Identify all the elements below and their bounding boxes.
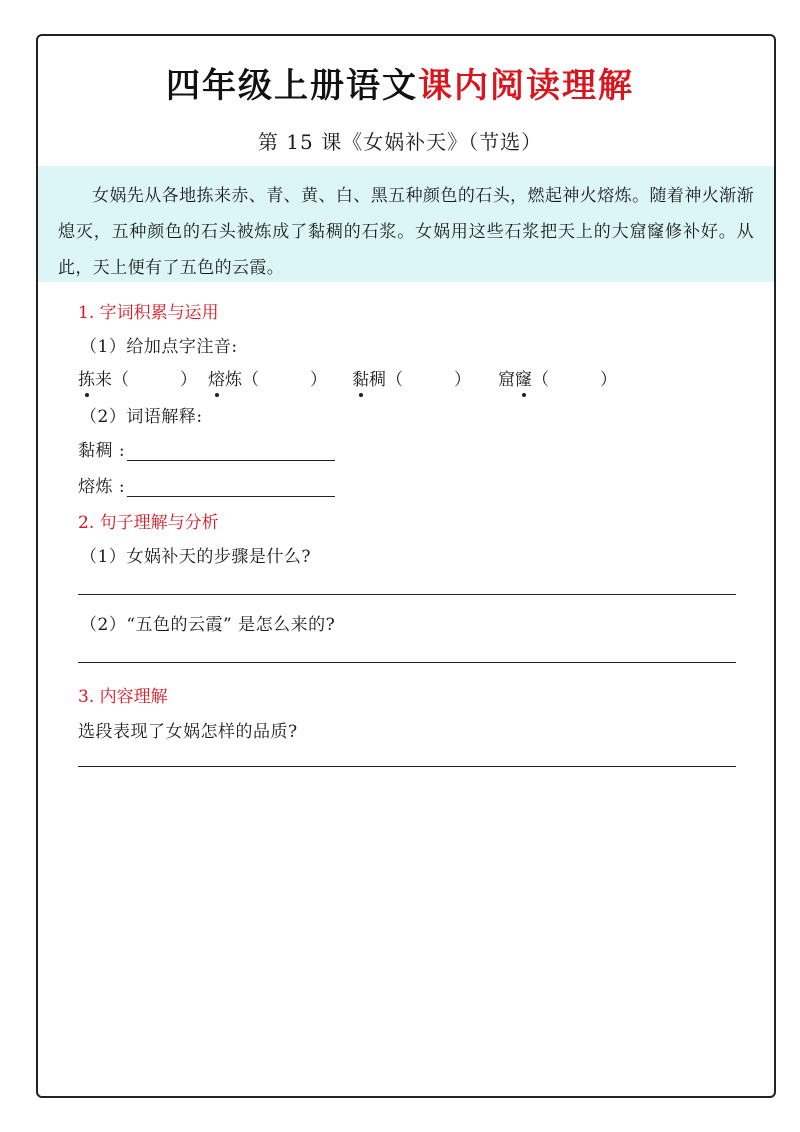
dotted-char: 窿: [515, 365, 532, 390]
section-2-heading: 2. 句子理解与分析: [78, 513, 219, 533]
term-1-row: [78, 436, 335, 461]
term-2-answer-line[interactable]: [127, 478, 335, 497]
term-1-answer-line[interactable]: [127, 442, 335, 461]
term-2-label: 熔炼 :: [78, 477, 126, 497]
pinyin-item-4: 窟窿（ ）: [498, 365, 617, 390]
dotted-char: 拣: [78, 365, 95, 390]
lesson-subtitle: 第 15 课《女娲补天》（节选）: [257, 130, 543, 154]
section-3-heading: 3. 内容理解: [78, 687, 168, 707]
pinyin-item-3: 黏稠（ ）: [352, 365, 471, 390]
page-title: [0, 58, 800, 107]
pinyin-item-2: 熔炼（ ）: [208, 365, 327, 390]
question-2-1: （1）女娲补天的步骤是什么?: [80, 547, 311, 567]
answer-blank[interactable]: （ ）: [532, 370, 617, 390]
answer-line-2-1[interactable]: [78, 594, 736, 595]
question-1-1: （1）给加点字注音:: [80, 337, 238, 357]
question-2-2: （2）“五色的云霞” 是怎么来的?: [80, 615, 336, 635]
answer-blank[interactable]: （ ）: [242, 370, 327, 390]
term-1-label: 黏稠 :: [78, 441, 126, 461]
pinyin-item-1: 拣来（ ）: [78, 365, 197, 390]
answer-line-3-1[interactable]: [78, 766, 736, 767]
title-grade: 四年级上册语文: [166, 66, 418, 106]
question-3-1: 选段表现了女娲怎样的品质?: [78, 722, 298, 742]
reading-passage: [38, 166, 774, 282]
section-1-heading: 1. 字词积累与运用: [78, 303, 219, 323]
passage-text: 女娲先从各地拣来赤、青、黄、白、黑五种颜色的石头，燃起神火熔炼。随着神火渐渐熄灭，五种颜色的石头被炼成了黏稠的石浆。女娲用这些石浆把天上的大窟窿修补好。从此，天上便有了五色的云霞。: [58, 186, 754, 278]
question-1-2: （2）词语解释:: [80, 407, 203, 427]
answer-blank[interactable]: （ ）: [386, 370, 471, 390]
answer-line-2-2[interactable]: [78, 662, 736, 663]
dotted-char: 熔: [208, 365, 225, 390]
dotted-char: 黏: [352, 365, 369, 390]
title-topic: 课内阅读理解: [418, 66, 634, 106]
answer-blank[interactable]: （ ）: [112, 370, 197, 390]
term-2-row: [78, 472, 335, 497]
